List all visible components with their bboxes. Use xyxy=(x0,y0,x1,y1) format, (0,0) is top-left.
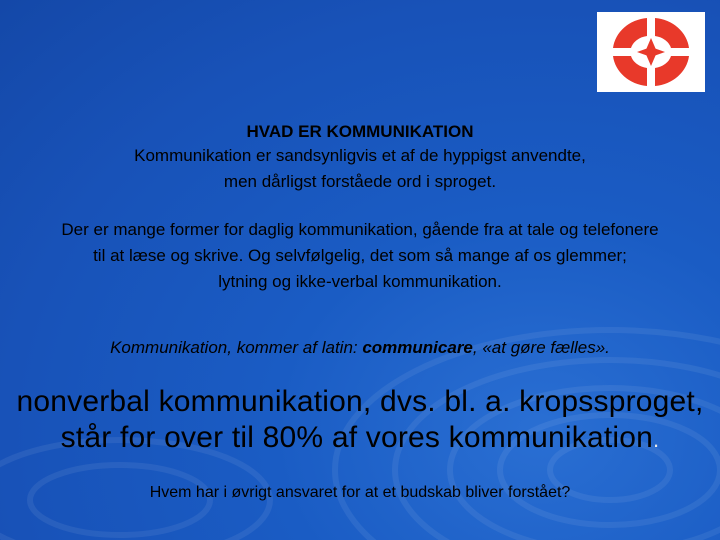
statement-text: står for over til 80% af vores kommunikation xyxy=(60,421,654,454)
compass-cross-logo-icon xyxy=(597,12,705,92)
forms-paragraph xyxy=(0,217,720,295)
intro-line: men dårligst forståede ord i sproget. xyxy=(223,172,497,191)
statement-period: . xyxy=(653,427,660,452)
paragraph-line: til at læse og skrive. Og selvfølgelig, det som så mange af os glemmer; xyxy=(93,246,627,265)
slide-heading: HVAD ER KOMMUNIKATION xyxy=(246,122,474,141)
intro-line: Kommunikation er sandsynligvis et af de hyppigst anvendte, xyxy=(134,146,586,165)
latin-origin-line xyxy=(0,336,720,360)
paragraph-line: lytning og ikke-verbal kommunikation. xyxy=(218,272,502,291)
nonverbal-statement xyxy=(0,384,720,458)
latin-suffix: , «at gøre fælles». xyxy=(472,338,610,357)
closing-question: Hvem har i øvrigt ansvaret for at et budskab bliver forstået? xyxy=(149,484,571,501)
statement-line xyxy=(0,420,720,458)
paragraph-line: Der er mange former for daglig kommunikation, gående fra at tale og telefonere xyxy=(61,220,659,239)
latin-prefix: Kommunikation, kommer af latin: xyxy=(110,338,363,357)
logo xyxy=(597,12,705,92)
latin-word: communicare xyxy=(362,338,473,357)
intro-paragraph xyxy=(0,143,720,195)
statement-line: nonverbal kommunikation, dvs. bl. a. kropssproget, xyxy=(16,385,704,418)
